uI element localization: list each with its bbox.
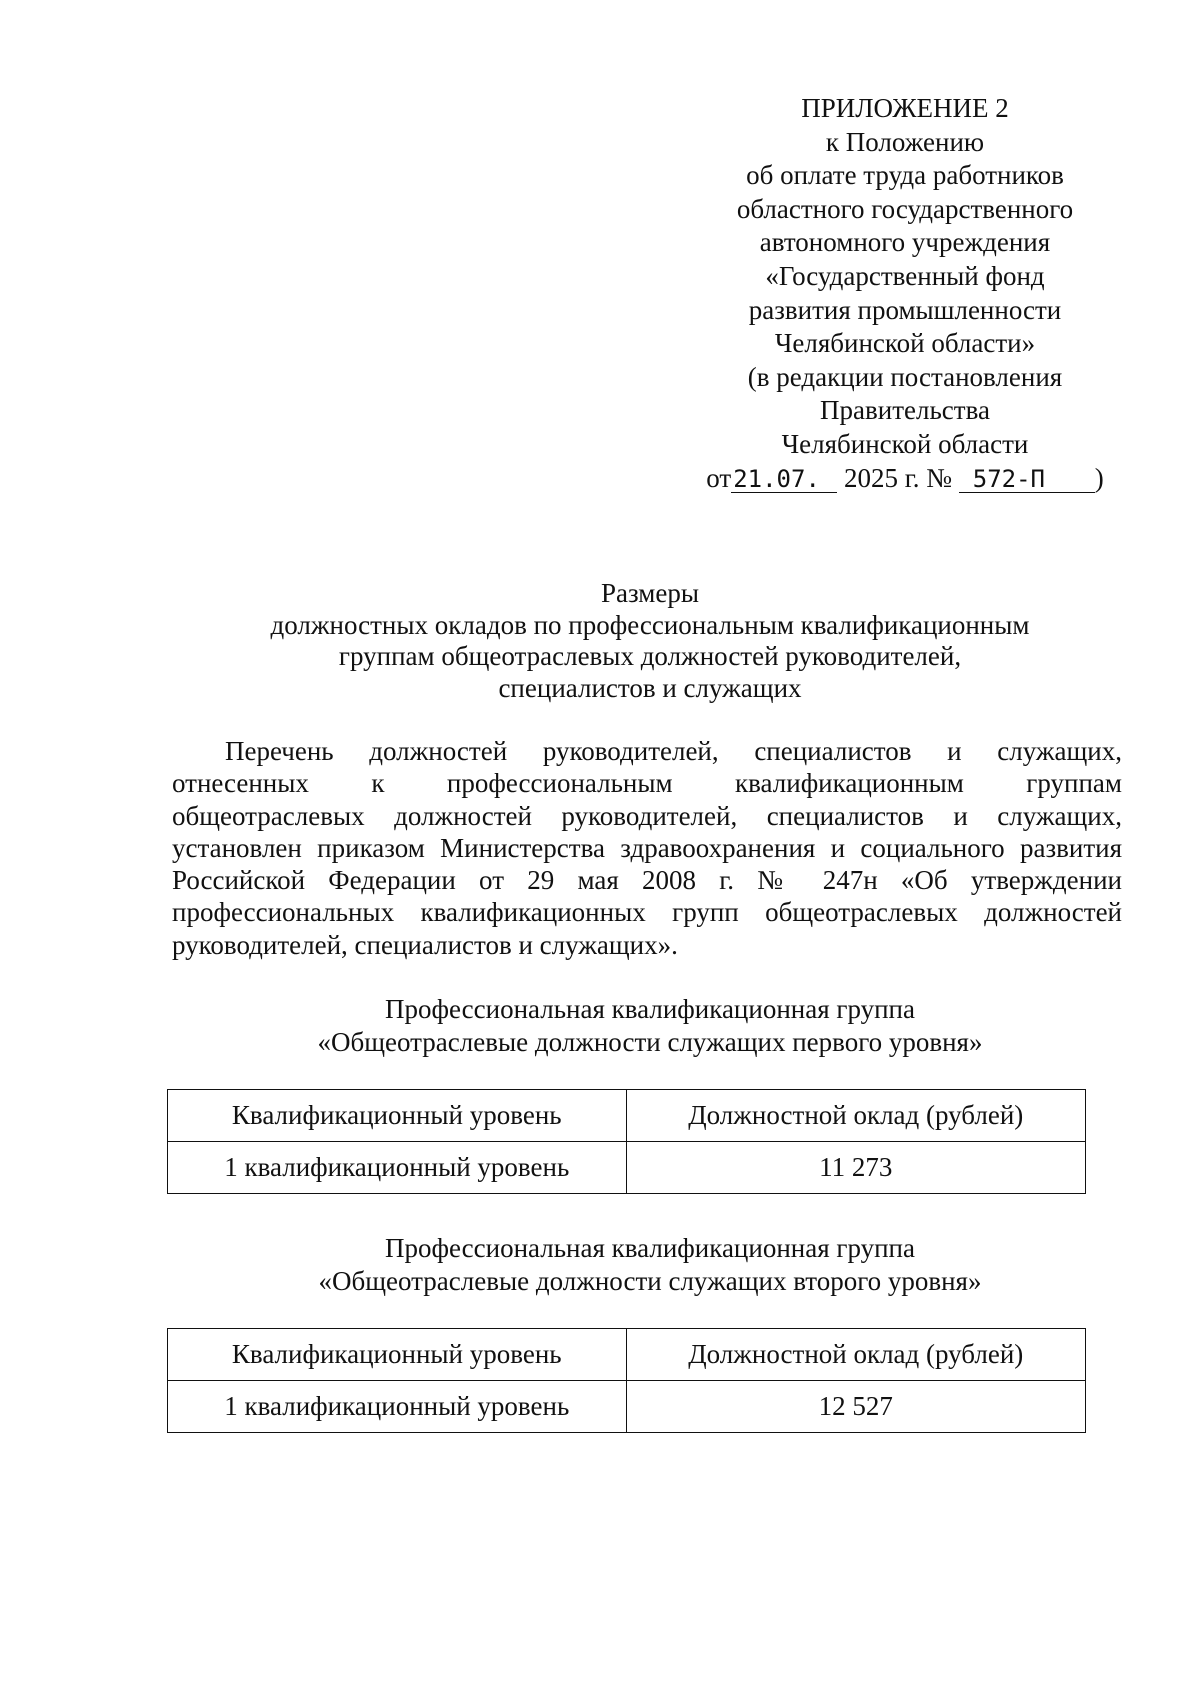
appendix-header	[690, 92, 1120, 495]
appendix-line: Челябинской области	[781, 428, 1029, 459]
group-2-heading	[170, 1232, 1130, 1298]
body-paragraph	[172, 735, 1122, 961]
date-year: 2025 г. №	[843, 462, 952, 493]
table-cell: 12 527	[626, 1381, 1085, 1433]
table-header-cell: Должностной оклад (рублей)	[626, 1329, 1085, 1381]
table-cell: 1 квалификационный уровень	[168, 1142, 627, 1194]
title-line: группам общеотраслевых должностей руководителей,	[338, 641, 962, 671]
paragraph-line: установлен приказом Министерства здравоохранения и социального развития	[172, 832, 1122, 863]
appendix-line: областного государственного	[736, 193, 1074, 224]
group-heading-line: «Общеотраслевые должности служащих второго уровня»	[318, 1266, 982, 1296]
paragraph-line: Российской Федерации от 29 мая 2008 г. № 247н «Об утверждении	[172, 865, 1122, 896]
table-cell: 1 квалификационный уровень	[168, 1381, 627, 1433]
table-header-row	[168, 1329, 1086, 1381]
resolution-number: 572-П	[959, 466, 1095, 493]
group-1-heading	[170, 993, 1130, 1059]
appendix-line: развития промышленности	[748, 294, 1062, 325]
paragraph-line: отнесенных к профессиональным квалификационным группам	[172, 768, 1122, 799]
title-line: специалистов и служащих	[498, 672, 802, 703]
table-row	[168, 1142, 1086, 1194]
group-heading-line: Профессиональная квалификационная группа	[385, 994, 915, 1024]
document-title	[170, 578, 1130, 704]
table-header-cell: Квалификационный уровень	[168, 1090, 627, 1142]
appendix-line: Челябинской области»	[774, 328, 1036, 359]
title-line: должностных окладов по профессиональным квалификационным	[270, 609, 1030, 640]
appendix-line: об оплате труда работников	[746, 160, 1064, 191]
paragraph-line: руководителей, специалистов и служащих».	[172, 929, 678, 960]
appendix-line: (в редакции постановления	[747, 361, 1063, 392]
resolution-date: 21.07.	[731, 466, 837, 493]
paragraph-line: общеотраслевых должностей руководителей, специалистов и служащих,	[172, 800, 1122, 831]
title-line: Размеры	[601, 578, 699, 608]
group-2-table	[167, 1328, 1086, 1433]
table-header-cell: Квалификационный уровень	[168, 1329, 627, 1381]
appendix-title: ПРИЛОЖЕНИЕ 2	[801, 93, 1009, 123]
paragraph-line: Перечень должностей руководителей, специалистов и служащих,	[225, 736, 1122, 766]
date-prefix: от	[706, 462, 732, 493]
appendix-line: автономного учреждения	[759, 227, 1051, 258]
group-1-table	[167, 1089, 1086, 1194]
table-header-row	[168, 1090, 1086, 1142]
resolution-date-line	[690, 462, 1120, 496]
paragraph-line: профессиональных квалификационных групп общеотраслевых должностей	[172, 897, 1122, 928]
table-header-cell: Должностной оклад (рублей)	[626, 1090, 1085, 1142]
close-paren: )	[1094, 462, 1104, 493]
appendix-line: Правительства	[820, 395, 990, 426]
appendix-line: к Положению	[825, 126, 985, 157]
group-heading-line: «Общеотраслевые должности служащих первого уровня»	[317, 1027, 983, 1057]
group-heading-line: Профессиональная квалификационная группа	[385, 1233, 915, 1263]
table-cell: 11 273	[626, 1142, 1085, 1194]
table-row	[168, 1381, 1086, 1433]
appendix-line: «Государственный фонд	[765, 260, 1045, 291]
